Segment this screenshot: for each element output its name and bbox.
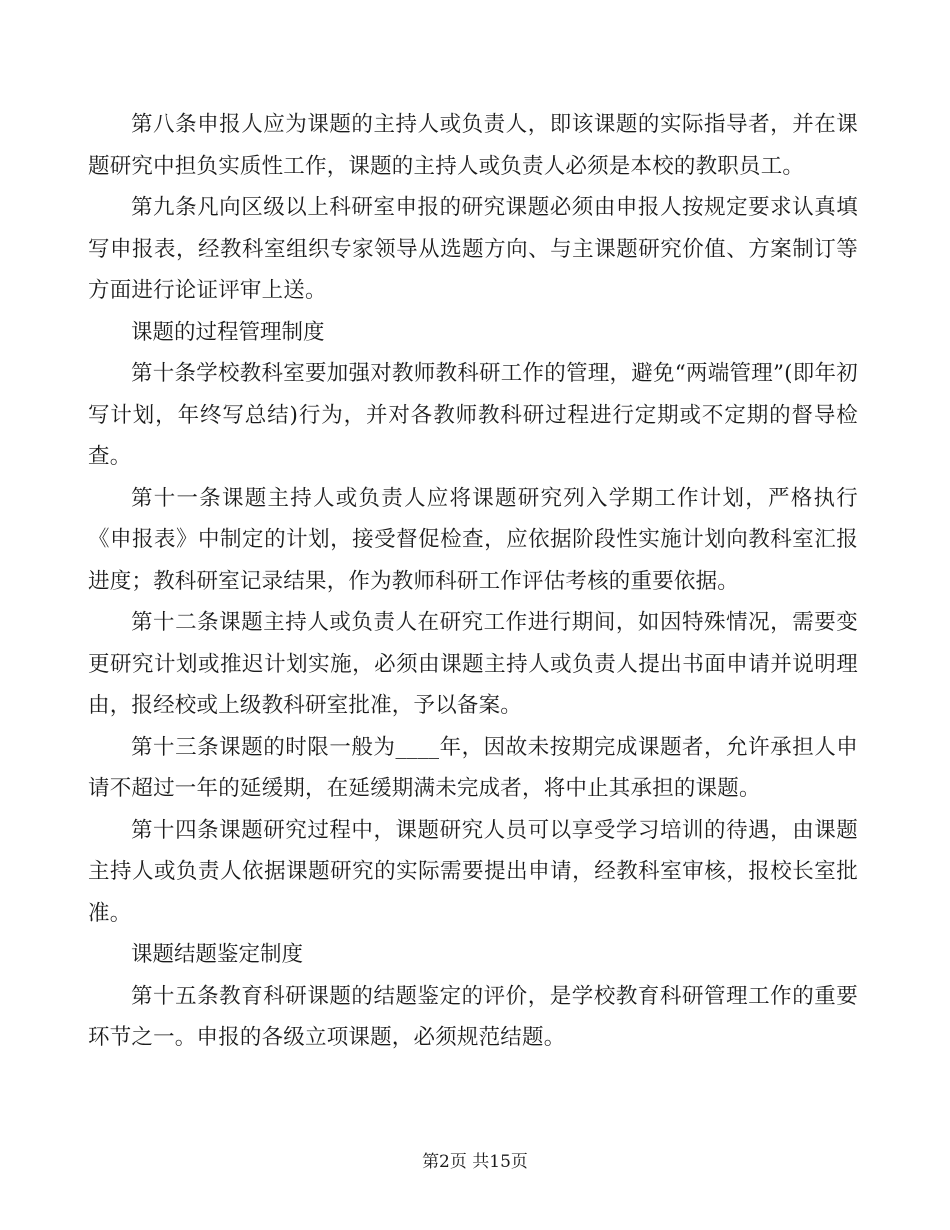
article-13-paragraph: 第十三条课题的时限一般为____年，因故未按期完成课题者，允许承担人申请不超过一年的延缓期，在延缓期满未完成者，将中止其承担的课题。 xyxy=(88,734,858,801)
article-8-paragraph: 第八条申报人应为课题的主持人或负责人，即该课题的实际指导者，并在课题研究中担负实质性工作，课题的主持人或负责人必须是本校的教职员工。 xyxy=(88,112,858,179)
section-heading-process-management: 课题的过程管理制度 xyxy=(131,319,325,345)
article-15-paragraph: 第十五条教育科研课题的结题鉴定的评价，是学校教育科研管理工作的重要环节之一。申报的各级立项课题，必须规范结题。 xyxy=(88,983,858,1050)
article-9-paragraph: 第九条凡向区级以上科研室申报的研究课题必须由申报人按规定要求认真填写申报表，经教科室组织专家领导从选题方向、与主课题研究价值、方案制订等方面进行论证评审上送。 xyxy=(88,195,858,303)
article-14-paragraph: 第十四条课题研究过程中，课题研究人员可以享受学习培训的待遇，由课题主持人或负责人依据课题研究的实际需要提出申请，经教科室审核，报校长室批准。 xyxy=(88,817,858,926)
page-number-footer: 第2页 共15页 xyxy=(422,1152,528,1172)
article-12-paragraph: 第十二条课题主持人或负责人在研究工作进行期间，如因特殊情况，需要变更研究计划或推迟计划实施，必须由课题主持人或负责人提出书面申请并说明理由，报经校或上级教科研室批准，予以备案。 xyxy=(88,610,858,718)
section-heading-completion-appraisal: 课题结题鉴定制度 xyxy=(131,942,304,967)
article-11-paragraph: 第十一条课题主持人或负责人应将课题研究列入学期工作计划，严格执行《申报表》中制定的计划，接受督促检查，应依据阶段性实施计划向教科室汇报进度；教科研室记录结果，作为教师科研工作评估考核的重要依据。 xyxy=(88,485,858,594)
document-body xyxy=(88,104,858,1059)
article-10-paragraph: 第十条学校教科室要加强对教师教科研工作的管理，避免“两端管理”(即年初写计划，年终写总结)行为，并对各教师教科研过程进行定期或不定期的督导检查。 xyxy=(88,361,858,469)
